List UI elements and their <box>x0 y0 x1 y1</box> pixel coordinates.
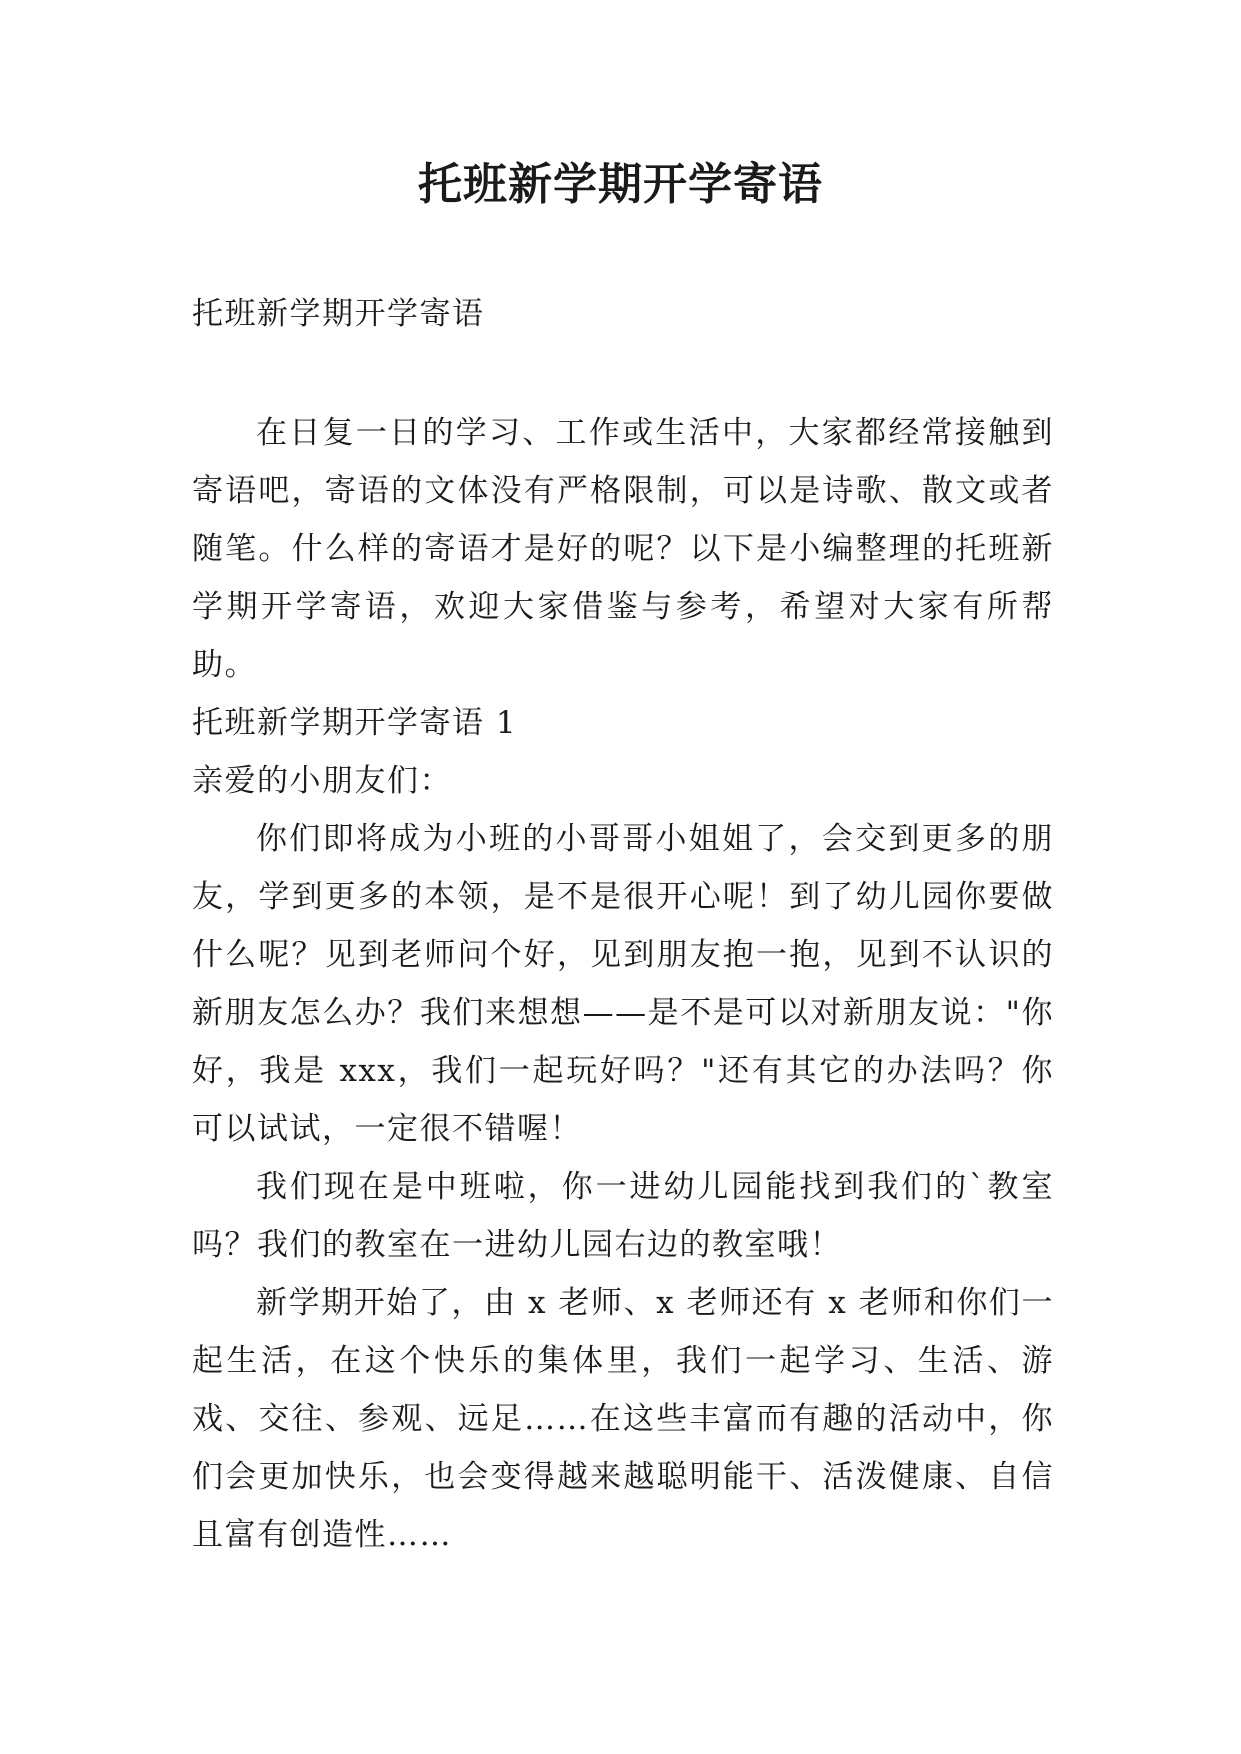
body-paragraph-2: 我们现在是中班啦，你一进幼儿园能找到我们的`教室吗？我们的教室在一进幼儿园右边的教室哦！ <box>192 1169 1054 1263</box>
document-subtitle: 托班新学期开学寄语 <box>192 296 485 332</box>
intro-paragraph: 在日复一日的学习、工作或生活中，大家都经常接触到寄语吧，寄语的文体没有严格限制，可以是诗歌、散文或者随笔。什么样的寄语才是好的呢？以下是小编整理的托班新学期开学寄语，欢迎大家借鉴与参考，希望对大家有所帮助。 <box>192 415 1054 683</box>
body-paragraph-1: 你们即将成为小班的小哥哥小姐姐了，会交到更多的朋友，学到更多的本领，是不是很开心呢！到了幼儿园你要做什么呢？见到老师问个好，见到朋友抱一抱，见到不认识的新朋友怎么办？我们来想想——是不是可以对新朋友说："你好，我是 xxx，我们一起玩好吗？"还有其它的办法吗？你可以试试，一定很不错喔！ <box>192 821 1054 1147</box>
greeting-line: 亲爱的小朋友们： <box>192 763 452 799</box>
section-heading: 托班新学期开学寄语 1 <box>192 705 518 741</box>
document-title: 托班新学期开学寄语 <box>418 159 823 210</box>
body-paragraph-3: 新学期开始了，由 x 老师、x 老师还有 x 老师和你们一起生活，在这个快乐的集体里，我们一起学习、生活、游戏、交往、参观、远足……在这些丰富而有趣的活动中，你们会更加快乐，也会变得越来越聪明能干、活泼健康、自信且富有创造性…… <box>192 1285 1054 1553</box>
